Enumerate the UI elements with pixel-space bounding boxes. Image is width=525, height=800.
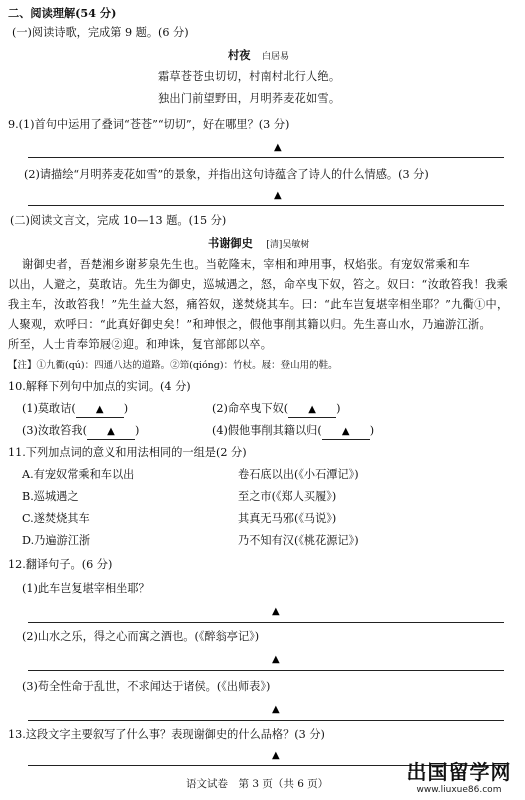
- answer-line[interactable]: [28, 157, 504, 158]
- answer-mark: ▲: [272, 704, 280, 715]
- answer-mark: ▲: [272, 750, 280, 761]
- question-13: 13.这段文字主要叙写了什么事？表现谢御史的什么品格？(3 分): [8, 728, 325, 741]
- passage-line: 人聚观，欢呼曰：“此真好御史矣！”和珅恨之，假他事削其籍以归。先生喜山水，乃遍游江浙。: [8, 318, 492, 331]
- option-a[interactable]: A.有宠奴常乘和车以出: [22, 468, 135, 481]
- answer-blank[interactable]: ▲: [288, 402, 336, 418]
- option-a-compare: 卷石底以出(《小石潭记》): [238, 468, 359, 481]
- poem-author: 白居易: [261, 52, 289, 62]
- passage-title: 书谢御史: [208, 236, 253, 250]
- poem-heading: [228, 48, 289, 63]
- answer-mark: ▲: [272, 606, 280, 617]
- option-b[interactable]: B.巡城遇之: [22, 490, 79, 503]
- poem-line-1: 霜草苍苍虫切切，村南村北行人绝。: [158, 70, 341, 83]
- question-12-1: (1)此车岂复堪宰相坐耶？: [22, 582, 150, 595]
- question-10-4: (4)假他事削其籍以归( ▲ ): [212, 424, 374, 440]
- option-d[interactable]: D.乃遍游江浙: [22, 534, 91, 547]
- answer-mark: ▲: [274, 142, 282, 153]
- option-d-compare: 乃不知有汉(《桃花源记》): [238, 534, 359, 547]
- question-12-2: (2)山水之乐，得之心而寓之酒也。(《醉翁亭记》): [22, 630, 260, 643]
- option-c[interactable]: C.遂焚烧其车: [22, 512, 90, 525]
- question-9-1: 9.(1)首句中运用了叠词“苍苍”“切切”，好在哪里？(3 分): [8, 118, 290, 131]
- answer-line[interactable]: [28, 205, 504, 206]
- watermark-logo: [398, 760, 520, 796]
- section-title: 二、阅读理解(54 分): [8, 6, 117, 20]
- answer-mark: ▲: [274, 190, 282, 201]
- question-10-3: (3)汝敢笞我( ▲ ): [22, 424, 139, 440]
- question-10: 10.解释下列句中加点的实词。(4 分): [8, 380, 191, 393]
- passage-heading: [208, 236, 309, 251]
- passage-line: 我主车，汝敢笞我！”先生益大怒，痛笞奴，遂焚烧其车。曰：“此车岂复堪宰相坐耶？”九衢①中，: [8, 298, 509, 311]
- option-c-compare: 其真无马邪(《马说》): [238, 512, 337, 525]
- part1-intro: (一)阅读诗歌，完成第 9 题。(6 分): [12, 26, 189, 39]
- question-10-2: (2)命卒曳下奴( ▲ ): [212, 402, 341, 418]
- answer-line[interactable]: [28, 720, 504, 721]
- answer-mark: ▲: [272, 654, 280, 665]
- answer-blank[interactable]: ▲: [322, 424, 370, 440]
- answer-blank[interactable]: ▲: [87, 424, 135, 440]
- page-footer: 语文试卷 第 3 页（共 6 页）: [186, 778, 329, 790]
- question-12: 12.翻译句子。(6 分): [8, 558, 113, 571]
- question-12-3: (3)苟全性命于乱世，不求闻达于诸侯。(《出师表》): [22, 680, 271, 693]
- poem-line-2: 独出门前望野田，月明荞麦花如雪。: [158, 92, 341, 105]
- poem-title: 村夜: [228, 48, 251, 62]
- passage-line: 所至，人士肯奉笻屐②迎。和珅诛，复官部郎以卒。: [8, 338, 273, 351]
- passage-author: [清]吴敏树: [266, 240, 310, 250]
- passage-note: 【注】①九衢(qú)：四通八达的道路。②笻(qióng)：竹杖。屐：登山用的鞋。: [8, 360, 338, 371]
- watermark-brand: 出国留学网: [406, 760, 512, 784]
- question-10-1: (1)莫敢诘( ▲ ): [22, 402, 128, 418]
- answer-line[interactable]: [28, 670, 504, 671]
- option-b-compare: 至之市(《郑人买履》): [238, 490, 337, 503]
- passage-line: 谢御史者，吾楚湘乡谢芗泉先生也。当乾隆末，宰相和珅用事，权焰张。有宠奴常乘和车: [22, 258, 471, 271]
- answer-line[interactable]: [28, 622, 504, 623]
- watermark-url: www.liuxue86.com: [416, 785, 502, 795]
- part2-intro: (二)阅读文言文，完成 10—13 题。(15 分): [10, 214, 227, 227]
- question-9-2: (2)请描绘“月明荞麦花如雪”的景象，并指出这句诗蕴含了诗人的什么情感。(3 分): [24, 168, 429, 181]
- passage-line: 以出，人避之，莫敢诘。先生为御史，巡城遇之，怒，命卒曳下奴，笞之。奴曰：“汝敢笞我！我乘: [8, 278, 508, 291]
- question-11: 11.下列加点词的意义和用法相同的一组是(2 分): [8, 446, 247, 459]
- answer-blank[interactable]: ▲: [76, 402, 124, 418]
